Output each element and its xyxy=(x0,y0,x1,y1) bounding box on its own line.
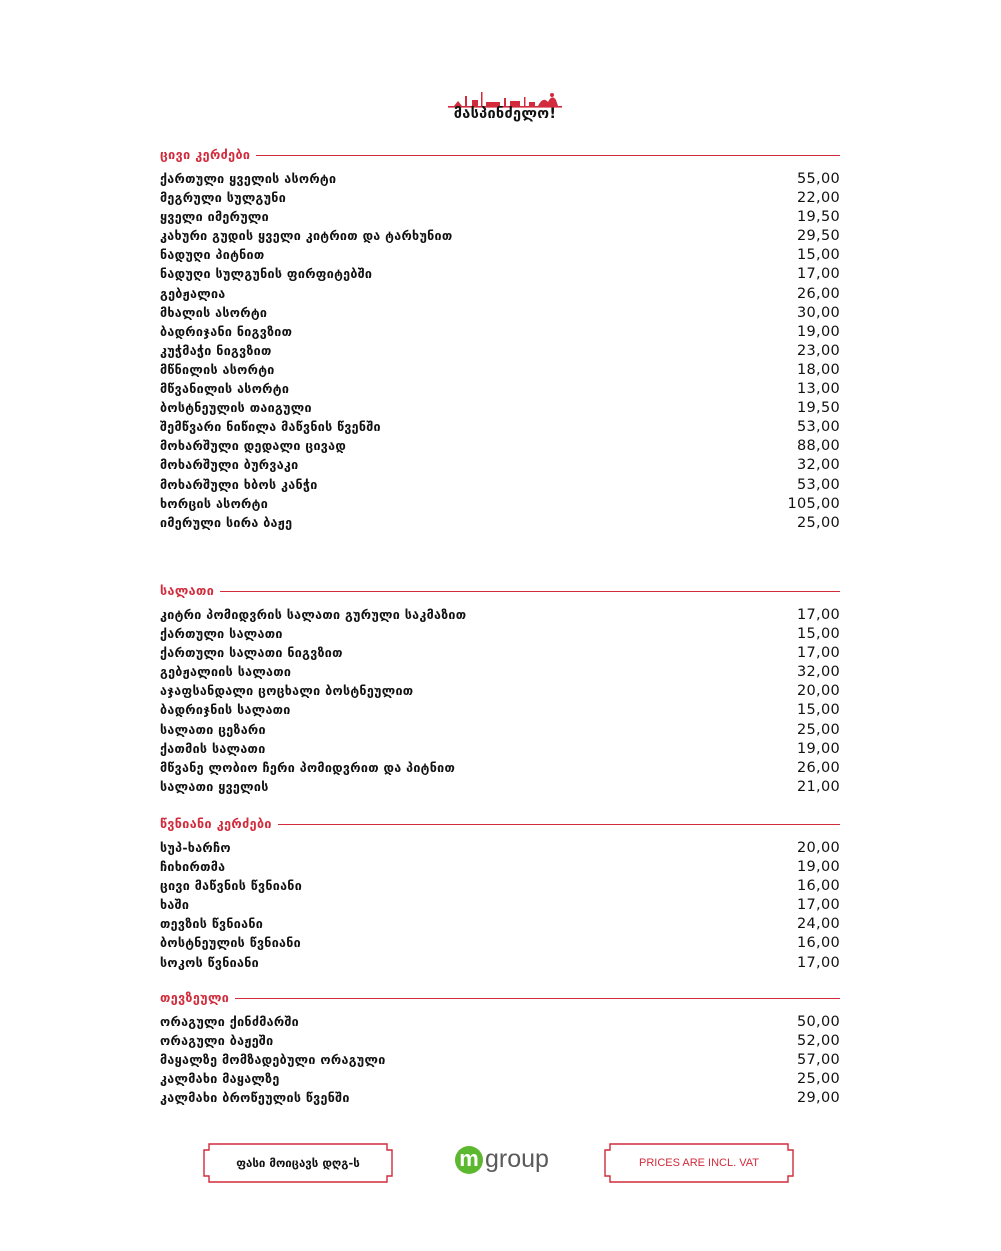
menu-item xyxy=(160,381,840,400)
menu-item-price: 17,00 xyxy=(796,897,840,914)
menu-item-name: იმერული სირა ბაჟე xyxy=(160,514,293,530)
menu-item xyxy=(160,477,840,496)
menu-item xyxy=(160,1052,840,1071)
menu-item-name: გებჟალია xyxy=(160,285,226,301)
menu-item-price: 25,00 xyxy=(796,1071,840,1088)
menu-item-name: ორაგული ქინძმარში xyxy=(160,1014,299,1029)
menu-item-name: ცივი მაწვნის წვნიანი xyxy=(160,878,303,894)
menu-item-price: 17,00 xyxy=(796,266,840,283)
menu-item-name: ქართული სალათი ნიგვზით xyxy=(160,645,343,661)
menu-item-price: 29,50 xyxy=(796,228,840,245)
menu-item-name: კალმახი ბროწეულის წვენში xyxy=(160,1090,350,1106)
menu-item xyxy=(160,935,840,954)
menu-item-name: ორაგული ბაჟეში xyxy=(160,1033,274,1049)
menu-item-name: სალათი ყველის xyxy=(160,778,269,794)
menu-item-name: მოხარშული ბურვაკი xyxy=(160,457,299,473)
vat-note-georgian xyxy=(203,1143,393,1183)
menu-item-price: 19,50 xyxy=(796,400,840,417)
menu-item-name: მწვანე ლობიო ჩერი პომიდვრით და პიტნით xyxy=(160,759,456,775)
menu-item-price: 19,50 xyxy=(796,209,840,226)
menu-item xyxy=(160,878,840,897)
menu-item-name: მწნილის ასორტი xyxy=(160,361,275,377)
menu-item-price: 30,00 xyxy=(796,304,840,321)
menu-item xyxy=(160,209,840,228)
menu-item-price: 53,00 xyxy=(796,419,840,436)
menu-item xyxy=(160,859,840,878)
menu-item xyxy=(160,1033,840,1052)
menu-item-price: 19,00 xyxy=(796,740,840,757)
menu-item-name: ბოსტნეულის წვნიანი xyxy=(160,935,302,951)
menu-item-name: მოხარშული ხბოს კანჭი xyxy=(160,476,318,492)
menu-item xyxy=(160,1071,840,1090)
menu-item-price: 25,00 xyxy=(796,721,840,738)
menu-item xyxy=(160,779,840,798)
menu-item-price: 20,00 xyxy=(796,683,840,700)
menu-item-name: ნადუღი სულგუნის ფირფიტებში xyxy=(160,266,373,282)
menu-item-name: მაყალზე მომზადებული ორაგული xyxy=(160,1052,386,1068)
menu-item-price: 55,00 xyxy=(796,171,840,187)
menu-item xyxy=(160,190,840,209)
partner-logo-mark: m xyxy=(455,1146,483,1174)
menu-item xyxy=(160,1090,840,1109)
menu-item-list xyxy=(160,607,840,798)
menu-item-name: სოკოს წვნიანი xyxy=(160,954,259,970)
section-divider xyxy=(160,998,840,999)
menu-item-name: კიტრი პომიდვრის სალათი გურული საკმაზით xyxy=(160,607,467,622)
menu-item-name: კალმახი მაყალზე xyxy=(160,1071,280,1087)
menu-item-price: 26,00 xyxy=(796,285,840,302)
section-soups xyxy=(160,816,840,974)
menu-item-name: ჩიხირთმა xyxy=(160,859,226,875)
menu-item xyxy=(160,228,840,247)
menu-item xyxy=(160,457,840,476)
menu-item xyxy=(160,343,840,362)
menu-item-name: აჯაფსანდალი ცოცხალი ბოსტნეულით xyxy=(160,683,414,699)
menu-item-name: მეგრული სულგუნი xyxy=(160,190,287,206)
menu-item-name: სალათი ცეზარი xyxy=(160,721,266,737)
menu-item-price: 26,00 xyxy=(796,759,840,776)
menu-item xyxy=(160,515,840,534)
menu-item-name: მოხარშული დედალი ცივად xyxy=(160,438,347,454)
menu-item-name: ბადრიჯნის სალათი xyxy=(160,702,291,718)
menu-item-list xyxy=(160,840,840,974)
menu-item xyxy=(160,286,840,305)
menu-item xyxy=(160,1014,840,1033)
menu-item-list xyxy=(160,171,840,534)
menu-item-price: 52,00 xyxy=(796,1033,840,1050)
vat-note-label: PRICES ARE INCL. VAT xyxy=(638,1157,759,1169)
menu-item-price: 17,00 xyxy=(796,607,840,623)
menu-item-name: სუპ-ხარჩო xyxy=(160,840,231,855)
menu-item xyxy=(160,171,840,190)
menu-item xyxy=(160,840,840,859)
menu-item-name: ხაში xyxy=(160,897,190,913)
section-header xyxy=(160,816,840,834)
menu-item-price: 32,00 xyxy=(796,457,840,474)
menu-item xyxy=(160,324,840,343)
menu-item-price: 20,00 xyxy=(796,840,840,856)
menu-item xyxy=(160,438,840,457)
menu-item-name: გებჟალიის სალათი xyxy=(160,664,292,680)
menu-item-name: მწვანილის ასორტი xyxy=(160,381,290,397)
section-title: ცივი კერძები xyxy=(160,147,256,163)
brand-name: მასპინძელო! xyxy=(453,106,557,122)
menu-item-price: 16,00 xyxy=(796,935,840,952)
menu-item-name: ქართული ყველის ასორტი xyxy=(160,171,337,186)
menu-item xyxy=(160,496,840,515)
menu-item-price: 18,00 xyxy=(796,361,840,378)
menu-item-price: 15,00 xyxy=(796,247,840,264)
menu-item-price: 57,00 xyxy=(796,1052,840,1069)
menu-item xyxy=(160,266,840,285)
vat-note-english xyxy=(604,1143,794,1183)
section-salads xyxy=(160,583,840,798)
menu-item-name: თევზის წვნიანი xyxy=(160,916,264,932)
menu-item xyxy=(160,760,840,779)
section-divider xyxy=(160,155,840,156)
partner-logo-text: group xyxy=(485,1145,549,1173)
menu-item xyxy=(160,664,840,683)
menu-item xyxy=(160,702,840,721)
menu-item-price: 19,00 xyxy=(796,859,840,876)
menu-item-price: 24,00 xyxy=(796,916,840,933)
menu-item-price: 25,00 xyxy=(796,514,840,531)
menu-item-price: 17,00 xyxy=(796,954,840,971)
section-title: სალათი xyxy=(160,583,220,599)
menu-item xyxy=(160,955,840,974)
menu-item-price: 53,00 xyxy=(796,476,840,493)
section-title: თევზეული xyxy=(160,990,235,1006)
menu-item-name: მხალის ასორტი xyxy=(160,304,268,320)
menu-item xyxy=(160,683,840,702)
menu-item-list xyxy=(160,1014,840,1109)
menu-item-price: 19,00 xyxy=(796,323,840,340)
menu-item-price: 15,00 xyxy=(796,626,840,643)
menu-item-price: 15,00 xyxy=(796,702,840,719)
section-header xyxy=(160,990,840,1008)
menu-item-price: 50,00 xyxy=(796,1014,840,1030)
menu-item-name: ქართული სალათი xyxy=(160,626,283,642)
menu-item-price: 32,00 xyxy=(796,664,840,681)
menu-item xyxy=(160,722,840,741)
menu-item-price: 13,00 xyxy=(796,381,840,398)
menu-item-price: 88,00 xyxy=(796,438,840,455)
menu-item-name: ყველი იმერული xyxy=(160,209,269,225)
menu-item xyxy=(160,400,840,419)
menu-item-name: ხორცის ასორტი xyxy=(160,495,269,511)
menu-item xyxy=(160,607,840,626)
menu-item-name: კახური გუდის ყველი კიტრით და ტარხუნით xyxy=(160,228,453,244)
menu-item-name: შემწვარი ნიწილა მაწვნის წვენში xyxy=(160,419,381,435)
partner-logo xyxy=(455,1143,555,1177)
brand-logo xyxy=(430,88,580,134)
menu-item-name: ქათმის სალათი xyxy=(160,740,266,756)
menu-item-price: 17,00 xyxy=(796,645,840,662)
menu-item xyxy=(160,305,840,324)
menu-item xyxy=(160,247,840,266)
menu-item-name: ნადუღი პიტნით xyxy=(160,247,265,263)
menu-item xyxy=(160,916,840,935)
menu-item xyxy=(160,419,840,438)
vat-note-label: ფასი მოიცავს დღგ-ს xyxy=(236,1156,360,1170)
menu-item-price: 23,00 xyxy=(796,342,840,359)
menu-item xyxy=(160,897,840,916)
menu-item-price: 21,00 xyxy=(796,778,840,795)
section-title: წვნიანი კერძები xyxy=(160,816,278,832)
menu-item-name: კუჭმაჭი ნიგვზით xyxy=(160,342,272,358)
menu-item xyxy=(160,645,840,664)
menu-item-price: 105,00 xyxy=(787,495,840,512)
menu-item-name: ბადრიჯანი ნიგვზით xyxy=(160,323,293,339)
menu-item xyxy=(160,741,840,760)
section-header xyxy=(160,147,840,165)
menu-item-name: ბოსტნეულის თაიგული xyxy=(160,400,312,416)
section-cold-dishes xyxy=(160,147,840,534)
menu-item-price: 22,00 xyxy=(796,190,840,207)
section-divider xyxy=(160,591,840,592)
menu-item xyxy=(160,626,840,645)
menu-item xyxy=(160,362,840,381)
menu-item-price: 29,00 xyxy=(796,1090,840,1107)
menu-item-price: 16,00 xyxy=(796,878,840,895)
section-header xyxy=(160,583,840,601)
section-fish xyxy=(160,990,840,1109)
